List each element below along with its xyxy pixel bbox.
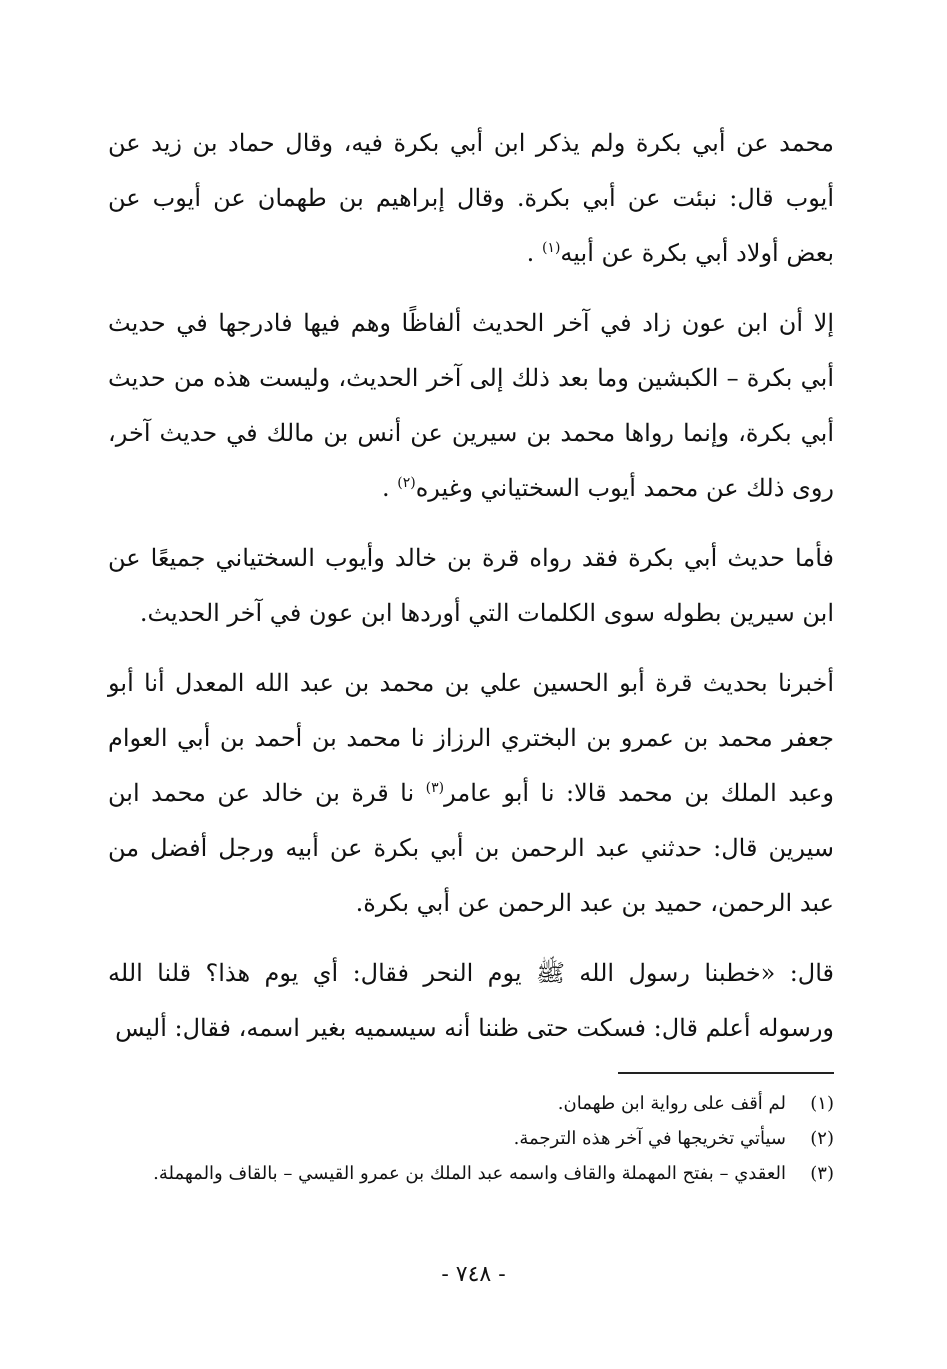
footnote-text: لم أقف على رواية ابن طهمان. <box>557 1093 786 1114</box>
footnote-text: العقدي – بفتح المهملة والقاف واسمه عبد الملك بن عمرو القيسي – بالقاف والمهملة. <box>153 1163 786 1184</box>
footnote-ref-1[interactable]: (١) <box>541 240 561 256</box>
footnote-ref-3[interactable]: (٣) <box>425 780 445 796</box>
paragraph-5-text: قال: «خطبنا رسول الله ﷺ يوم النحر فقال: أي يوم هذا؟ قلنا الله ورسوله أعلم قال: فسكت حتى ظننا أنه سيسميه بغير اسمه، فقال: أليس <box>108 959 834 1042</box>
main-text <box>108 116 834 1056</box>
paragraph-1-text: محمد عن أبي بكرة ولم يذكر ابن أبي بكرة فيه، وقال حماد بن زيد عن أيوب قال: نبئت عن أبي بكرة. وقال إبراهيم بن طهمان عن أيوب عن بعض أولاد أبي بكرة عن أبيه <box>108 129 834 267</box>
paragraph-4-tail: نا قرة بن خالد عن محمد ابن سيرين قال: حدثني عبد الرحمن بن أبي بكرة عن أبيه ورجل أفضل من عبد الرحمن، حميد بن عبد الرحمن عن أبي بكرة. <box>108 779 834 917</box>
paragraph-5 <box>108 946 834 1056</box>
paragraph-2-text: إلا أن ابن عون زاد في آخر الحديث ألفاظًا وهم فيها فادرجها في حديث أبي بكرة – الكبشين وما بعد ذلك إلى آخر الحديث، وليست هذه من حديث أبي بكرة، وإنما رواها محمد بن سيرين عن أنس بن مالك في حديث آخر، روى ذلك عن محمد أيوب السختياني وغيره <box>108 309 834 502</box>
paragraph-3-text: فأما حديث أبي بكرة فقد رواه قرة بن خالد وأيوب السختياني جميعًا عن ابن سيرين بطوله سوى الكلمات التي أوردها ابن عون في آخر الحديث. <box>108 544 834 627</box>
paragraph-2-tail: . <box>381 474 398 502</box>
paragraph-1 <box>108 116 834 281</box>
footnote-text: سيأتي تخريجها في آخر هذه الترجمة. <box>513 1128 786 1149</box>
page-number: - ٧٤٨ - <box>441 1262 506 1287</box>
paragraph-3 <box>108 531 834 641</box>
footnote-3 <box>118 1158 834 1190</box>
footnote-number: (٣) <box>810 1163 834 1184</box>
footnote-ref-2[interactable]: (٢) <box>397 475 416 491</box>
footnote-1 <box>118 1088 834 1120</box>
paragraph-2 <box>108 296 834 516</box>
paragraph-4-text: أخبرنا بحديث قرة أبو الحسين علي بن محمد بن عبد الله المعدل أنا أبو جعفر محمد بن عمرو بن البختري الرزاز نا محمد بن أحمد بن أبي العوام وعبد الملك بن محمد قالا: نا أبو عامر <box>108 669 834 807</box>
footnote-2 <box>118 1123 834 1155</box>
footnote-number: (٢) <box>810 1128 834 1149</box>
footnote-divider <box>618 1072 834 1074</box>
paragraph-4 <box>108 656 834 931</box>
footnote-number: (١) <box>810 1093 834 1114</box>
footnotes <box>118 1088 834 1193</box>
paragraph-1-tail: . <box>526 239 542 267</box>
